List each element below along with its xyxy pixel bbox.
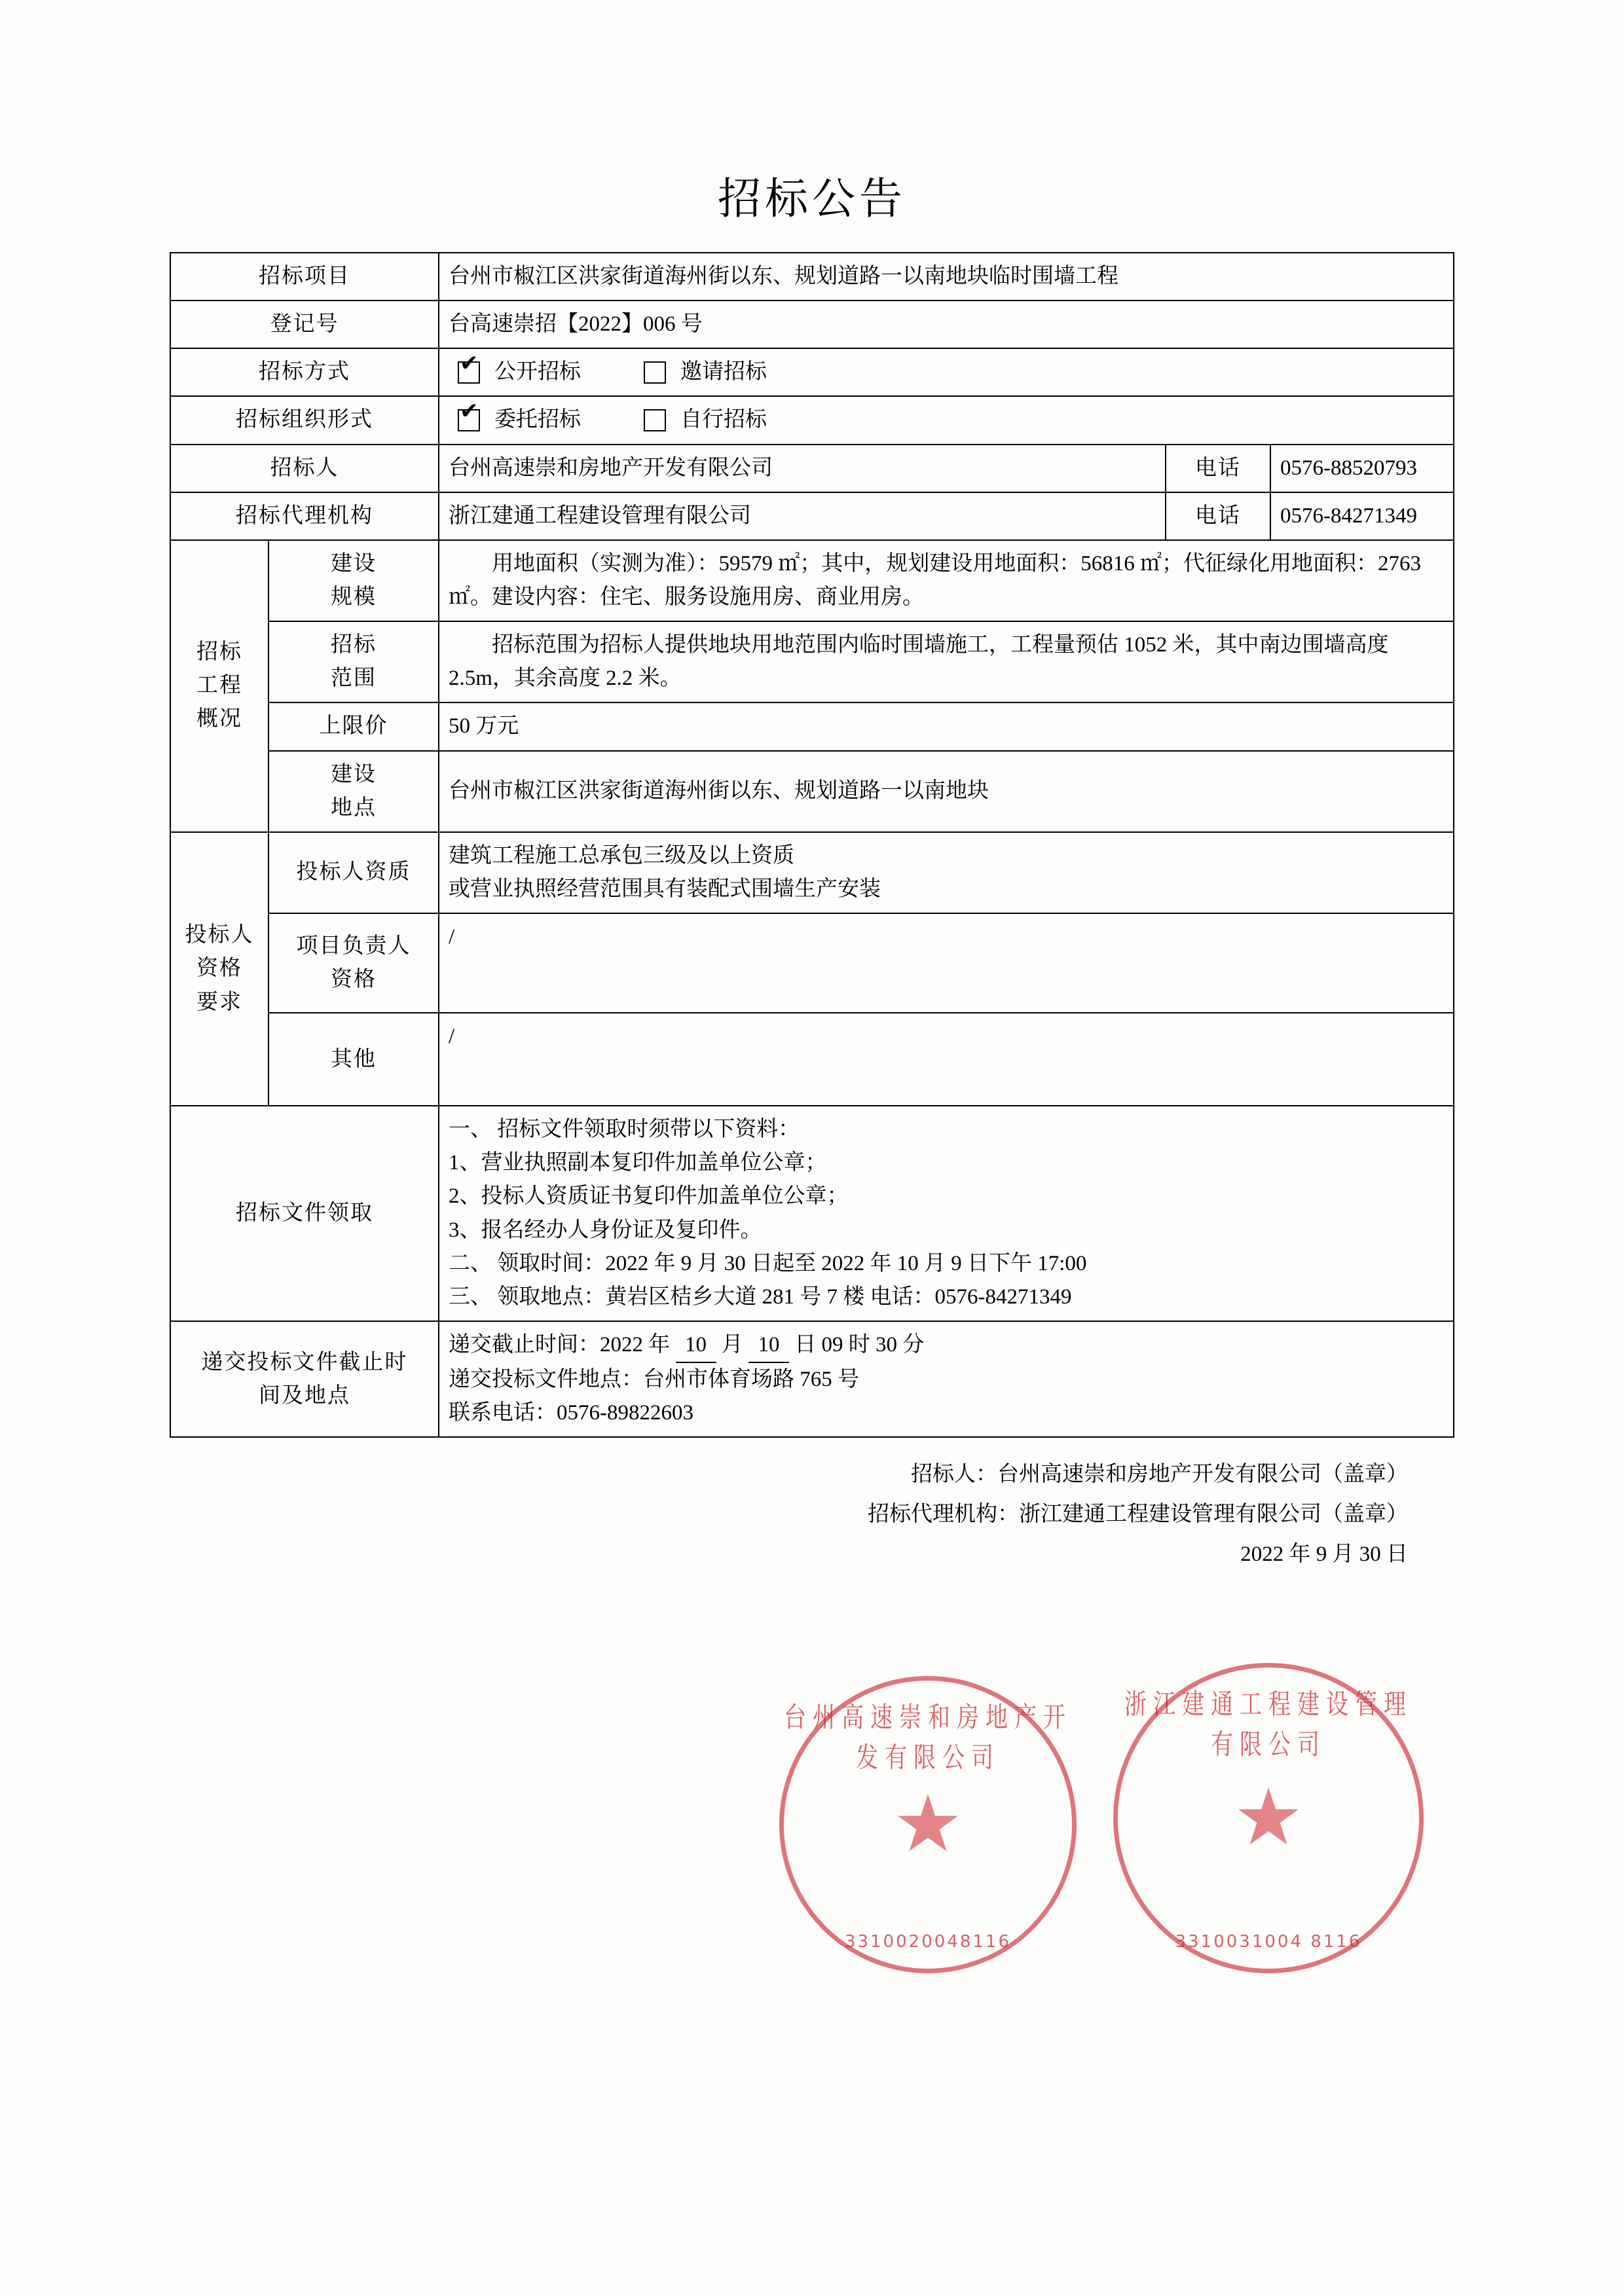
- document-pickup-value: [439, 1106, 1454, 1321]
- agency-seal: [1113, 1663, 1424, 1973]
- pm-qualification-label: [268, 913, 439, 1013]
- project-value: 台州市椒江区洪家街道海州街以东、规划道路一以南地块临时围墙工程: [439, 253, 1454, 301]
- tenderer-seal: [779, 1676, 1077, 1973]
- overview-group-label-line1: 招标: [196, 640, 242, 665]
- submission-phone-line: 联系电话：0576-89822603: [449, 1401, 693, 1425]
- agency-phone-value: 0576-84271349: [1270, 492, 1454, 540]
- tenderer-value: 台州高速崇和房地产开发有限公司: [439, 445, 1166, 492]
- bid-mode-options: [439, 348, 1454, 396]
- pm-qualification-label-line1: 项目负责人: [296, 934, 411, 958]
- table-row: [170, 1321, 1454, 1437]
- table-row: [170, 396, 1454, 444]
- bid-mode-option1-label: 公开招标: [494, 360, 581, 384]
- tenderer-label: 招标人: [170, 445, 439, 492]
- page-title: 招标公告: [718, 173, 906, 224]
- other-qualification-value: /: [439, 1013, 1454, 1106]
- submission-deadline-month-unit: 月: [721, 1332, 743, 1357]
- document-pickup-line2: 1、营业执照副本复印件加盖单位公章；: [449, 1151, 827, 1175]
- construction-site-value: 台州市椒江区洪家街道海州街以东、规划道路一以南地块: [439, 751, 1454, 832]
- overview-group-label: [170, 540, 268, 832]
- bidder-qualification-value: [439, 832, 1454, 913]
- bid-org-option1-label: 委托招标: [494, 408, 581, 432]
- qualification-group-label-line2: 资格: [196, 957, 242, 981]
- qualification-group-label: [170, 832, 268, 1106]
- bid-mode-label: 招标方式: [170, 348, 439, 396]
- table-row: [170, 253, 1454, 301]
- overview-group-label-line3: 概况: [196, 707, 242, 731]
- bid-scope-label-line1: 招标: [331, 633, 377, 657]
- construction-scale-value: [439, 540, 1454, 621]
- submission-label-line2: 间及地点: [259, 1383, 350, 1408]
- registration-number-label: 登记号: [170, 301, 439, 348]
- other-qualification-label: 其他: [268, 1013, 439, 1106]
- document-pickup-line5: 二、 领取时间：2022 年 9 月 30 日起至 2022 年 10 月 9 日下午 17:00: [449, 1251, 1087, 1275]
- submission-deadline-month: 10: [676, 1328, 716, 1363]
- bid-scope-label: [268, 621, 439, 702]
- bidder-qualification-line1: 建筑工程施工总承包三级及以上资质: [449, 843, 794, 867]
- construction-scale-label-line2: 规模: [331, 585, 377, 609]
- checkbox-entrusted-bidding[interactable]: [458, 409, 480, 431]
- document-pickup-line4: 3、报名经办人身份证及复印件。: [449, 1218, 762, 1242]
- signature-agency: 招标代理机构：浙江建通工程建设管理有限公司（盖章）: [868, 1503, 1408, 1527]
- tenderer-seal-text: 台州高速崇和房地产开发有限公司: [784, 1703, 1072, 1774]
- submission-label: [170, 1321, 439, 1437]
- submission-value: [439, 1321, 1454, 1437]
- construction-site-label: [268, 751, 439, 832]
- table-row: [170, 492, 1454, 540]
- submission-deadline-day: 10: [748, 1328, 789, 1363]
- table-row: [170, 913, 1454, 1013]
- table-row: [170, 540, 1454, 621]
- table-row: [170, 1013, 1454, 1106]
- checkbox-self-bidding[interactable]: [644, 409, 666, 431]
- construction-scale-text: 用地面积（实测为准）：59579 ㎡；其中，规划建设用地面积：56816 ㎡；代征绿化用地面积：2763 ㎡。建设内容：住宅、服务设施用房、商业用房。: [449, 551, 1421, 609]
- agency-label: 招标代理机构: [170, 492, 439, 540]
- announcement-table: [170, 252, 1454, 1438]
- star-icon: ★: [893, 1779, 963, 1870]
- table-row: [170, 751, 1454, 832]
- qualification-group-label-line3: 要求: [196, 990, 242, 1014]
- project-label: 招标项目: [170, 253, 439, 301]
- agency-phone-label: 电话: [1166, 492, 1270, 540]
- submission-label-line1: 递交投标文件截止时: [201, 1350, 408, 1374]
- bidder-qualification-line2: 或营业执照经营范围具有装配式围墙生产安装: [449, 877, 881, 901]
- checkbox-public-bidding[interactable]: [458, 361, 480, 384]
- table-row: [170, 348, 1454, 396]
- agency-seal-text: 浙江建通工程建设管理有限公司: [1124, 1690, 1412, 1760]
- document-pickup-line1: 一、 招标文件领取时须带以下资料：: [449, 1118, 800, 1142]
- document-pickup-label: 招标文件领取: [170, 1106, 439, 1321]
- bid-org-option2-label: 自行招标: [680, 408, 767, 432]
- table-row: [170, 621, 1454, 702]
- qualification-group-label-line1: 投标人: [185, 923, 254, 947]
- table-row: [170, 301, 1454, 348]
- price-cap-label: 上限价: [268, 702, 439, 750]
- table-row: [170, 445, 1454, 492]
- table-row: [170, 702, 1454, 750]
- submission-deadline-day-unit: 日 09 时 30 分: [794, 1332, 925, 1357]
- price-cap-value: 50 万元: [439, 702, 1454, 750]
- submission-place-line: 递交投标文件地点：台州市体育场路 765 号: [449, 1368, 859, 1392]
- table-row: [170, 1106, 1454, 1321]
- bid-scope-text: 招标范围为招标人提供地块用地范围内临时围墙施工，工程量预估 1052 米，其中南边围墙高度 2.5m，其余高度 2.2 米。: [449, 633, 1389, 691]
- agency-seal-code: 3310031004 8116: [1175, 1932, 1362, 1952]
- bid-organization-options: [439, 396, 1454, 444]
- construction-site-label-line1: 建设: [331, 762, 377, 786]
- bid-scope-label-line2: 范围: [331, 666, 377, 691]
- submission-deadline-line: [449, 1328, 1444, 1363]
- bidder-qualification-label: 投标人资质: [268, 832, 439, 913]
- agency-value: 浙江建通工程建设管理有限公司: [439, 492, 1166, 540]
- document-pickup-line6: 三、 领取地点：黄岩区桔乡大道 281 号 7 楼 电话：0576-84271349: [449, 1285, 1072, 1309]
- bid-organization-label: 招标组织形式: [170, 396, 439, 444]
- construction-site-label-line2: 地点: [331, 795, 377, 820]
- table-row: [170, 832, 1454, 913]
- tenderer-phone-value: 0576-88520793: [1270, 445, 1454, 492]
- tenderer-phone-label: 电话: [1166, 445, 1270, 492]
- pm-qualification-value: /: [439, 913, 1454, 1013]
- construction-scale-label-line1: 建设: [331, 551, 377, 575]
- submission-deadline-prefix: 递交截止时间：2022 年: [449, 1332, 671, 1357]
- registration-number-value: 台高速崇招【2022】006 号: [439, 301, 1454, 348]
- bid-scope-value: [439, 621, 1454, 702]
- signature-block: [170, 1455, 1454, 1575]
- star-icon: ★: [1233, 1772, 1304, 1863]
- construction-scale-label: [268, 540, 439, 621]
- bid-mode-option2-label: 邀请招标: [680, 360, 767, 384]
- signature-date: 2022 年 9 月 30 日: [1240, 1542, 1408, 1567]
- overview-group-label-line2: 工程: [196, 674, 242, 698]
- signature-tenderer: 招标人：台州高速崇和房地产开发有限公司（盖章）: [911, 1463, 1408, 1487]
- checkbox-invited-bidding[interactable]: [644, 361, 666, 384]
- document-pickup-line3: 2、投标人资质证书复印件加盖单位公章；: [449, 1184, 849, 1209]
- tenderer-seal-code: 3310020048116: [844, 1932, 1012, 1952]
- pm-qualification-label-line2: 资格: [331, 968, 377, 992]
